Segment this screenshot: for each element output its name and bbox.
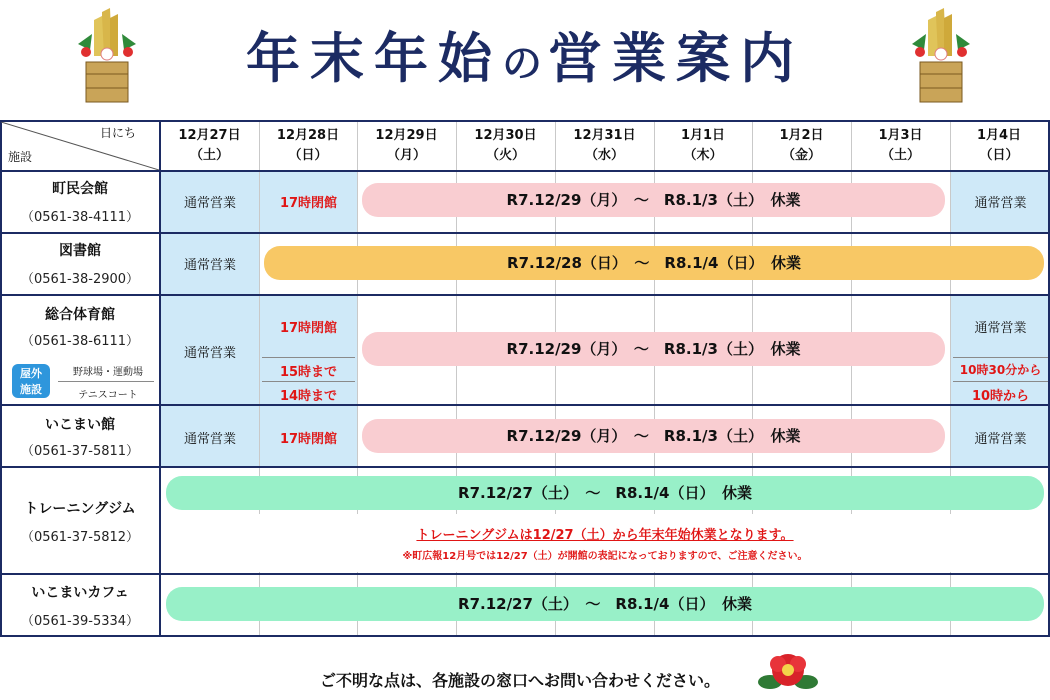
cell-divider [262,357,355,358]
facility-tel: （0561-38-4111） [20,210,140,225]
cell-divider [953,357,1048,358]
header-day: 12月29日 （月） [375,128,438,163]
title-no: の [502,41,548,87]
header-day: 12月28日 （日） [276,128,340,163]
until-15-cell: 15時まで [279,365,338,380]
facility-tel: （0561-39-5334） [20,614,140,629]
gym-caution-note: ※町広報12月号では12/27（土）が開館の表記になっておりますので、ご注意ください。 [402,551,808,562]
normal-business-cell: 通常営業 [183,258,236,273]
normal-business-cell: 通常営業 [974,196,1027,211]
closure-bar: R7.12/29（月） ～ R8.1/3（土） 休業 [362,332,945,366]
facility-name: 町民会館 [52,181,108,197]
kadomatsu-icon [906,4,976,104]
close-17-cell: 17時閉館 [279,196,338,211]
from-1030-cell: 10時30分から [959,363,1042,377]
facility-tel: （0561-37-5811） [20,444,140,459]
cell-divider [953,381,1048,382]
camellia-flower-icon [758,648,818,696]
row-border [0,232,1050,234]
closure-bar: R7.12/29（月） ～ R8.1/3（土） 休業 [362,419,945,453]
facility-name: トレーニングジム [24,501,136,517]
title-tail: 営業案内 [548,27,804,90]
sub-divider [58,381,154,382]
closure-bar: R7.12/27（土） ～ R8.1/4（日） 休業 [166,587,1044,621]
schedule-table [0,120,1050,637]
row-border [0,404,1050,406]
header-day: 12月30日 （火） [474,128,537,163]
corner-facility-label: 施設 [8,150,33,164]
kadomatsu-icon [72,4,142,104]
from-10-cell: 10時から [971,389,1030,404]
close-17-cell: 17時閉館 [279,432,338,447]
normal-business-cell: 通常営業 [183,196,236,211]
header-day: 12月27日 （土） [178,128,241,163]
row-border [0,170,1050,172]
closure-bar: R7.12/28（日） ～ R8.1/4（日） 休業 [264,246,1044,280]
outdoor-badge: 屋外 施設 [12,364,50,398]
facility-tel: （0561-38-6111） [20,334,140,349]
corner-date-label: 日にち [100,126,137,140]
header-day: 1月3日 （土） [878,128,923,163]
facility-name: いこまい館 [45,417,115,433]
cell-divider [262,381,355,382]
note-area [161,514,1048,572]
normal-business-cell: 通常営業 [183,432,236,447]
footer-note: ご不明な点は、各施設の窓口へお問い合わせください。 [319,671,720,690]
until-14-cell: 14時まで [279,389,338,404]
normal-business-cell: 通常営業 [974,321,1027,336]
facility-name: いこまいカフェ [31,585,129,601]
tennis-court-label: テニスコート [78,390,138,401]
facility-name: 図書館 [59,243,101,259]
normal-business-cell: 通常営業 [183,346,236,361]
page-title [0,16,1050,93]
closure-bar: R7.12/27（土） ～ R8.1/4（日） 休業 [166,476,1044,510]
header-day: 12月31日 （水） [573,128,636,163]
title-main: 年末年始 [246,27,502,90]
header-day: 1月4日 （日） [976,128,1022,163]
header-day: 1月1日 （木） [680,128,726,163]
close-17-cell: 17時閉館 [279,321,338,336]
row-border [0,466,1050,468]
row-border [0,573,1050,575]
facility-tel: （0561-38-2900） [20,272,140,287]
row-border [0,635,1050,637]
closure-bar: R7.12/29（月） ～ R8.1/3（土） 休業 [362,183,945,217]
normal-business-cell: 通常営業 [974,432,1027,447]
facility-name: 総合体育館 [45,307,115,323]
baseball-field-label: 野球場・運動場 [73,367,143,378]
gym-closure-note: トレーニングジムは12/27（土）から年末年始休業となります。 [416,528,794,543]
facility-tel: （0561-37-5812） [20,530,140,545]
row-border [0,294,1050,296]
header-day: 1月2日 （金） [779,128,824,163]
